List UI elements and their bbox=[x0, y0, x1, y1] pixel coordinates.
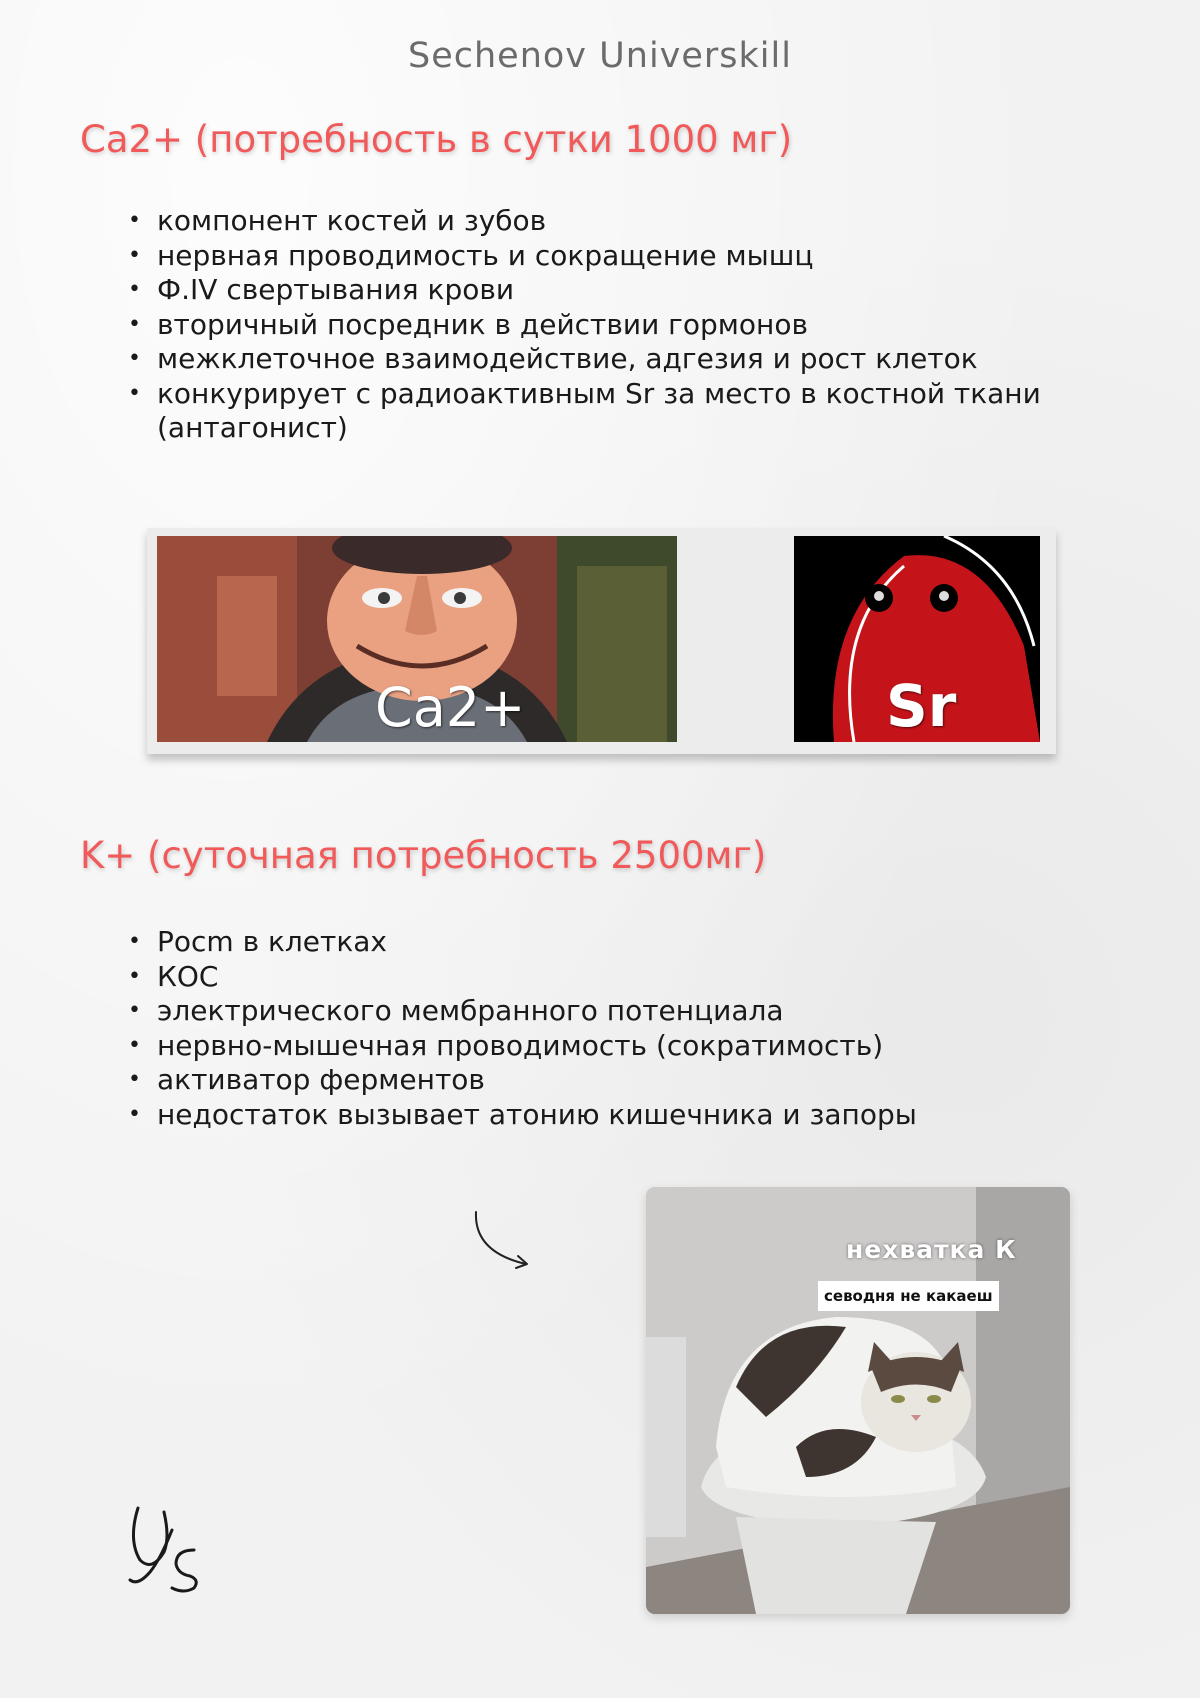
list-item: • компонент костей и зубов bbox=[128, 204, 1108, 239]
list-item: • межклеточное взаимодействие, адгезия и рост клеток bbox=[128, 342, 1108, 377]
list-item: • КОС bbox=[128, 960, 1108, 995]
universkill-logo-icon bbox=[120, 1500, 210, 1600]
cat-meme-subtitle: севодня не какаеш bbox=[818, 1281, 999, 1311]
list-item: • электрического мембранного потенциала bbox=[128, 994, 1108, 1029]
curved-arrow-icon bbox=[470, 1208, 534, 1274]
meme-caption-sr: Sr bbox=[886, 672, 957, 740]
section-title-calcium: Ca2+ (потребность в сутки 1000 мг) bbox=[80, 118, 793, 161]
list-item: • нервная проводимость и сокращение мышц bbox=[128, 239, 1108, 274]
potassium-functions-list bbox=[128, 925, 1108, 1132]
meme-caption-ca: Ca2+ bbox=[375, 676, 526, 739]
cat-toilet-meme bbox=[646, 1187, 1070, 1614]
list-item: • недостаток вызывает атонию кишечника и запоры bbox=[128, 1098, 1108, 1133]
cat-meme-title: нехватка К bbox=[846, 1235, 1017, 1264]
section-title-potassium: K+ (суточная потребность 2500мг) bbox=[80, 834, 767, 877]
calcium-functions-list bbox=[128, 204, 1108, 446]
list-item: • нервно-мышечная проводимость (сократимость) bbox=[128, 1029, 1108, 1064]
list-item: • Росm в клетках bbox=[128, 925, 1108, 960]
gru-ca-image bbox=[157, 536, 677, 742]
list-item: • конкурирует с радиоактивным Sr за место в костной ткани (антагонист) bbox=[128, 377, 1108, 446]
dark-gru-sr-image bbox=[794, 536, 1040, 742]
list-item: • Ф.IV свертывания крови bbox=[128, 273, 1108, 308]
list-item: • активатор ферментов bbox=[128, 1063, 1108, 1098]
calcium-meme bbox=[147, 528, 1056, 754]
page-header: Sechenov Universkill bbox=[408, 36, 792, 76]
list-item: • вторичный посредник в действии гормонов bbox=[128, 308, 1108, 343]
